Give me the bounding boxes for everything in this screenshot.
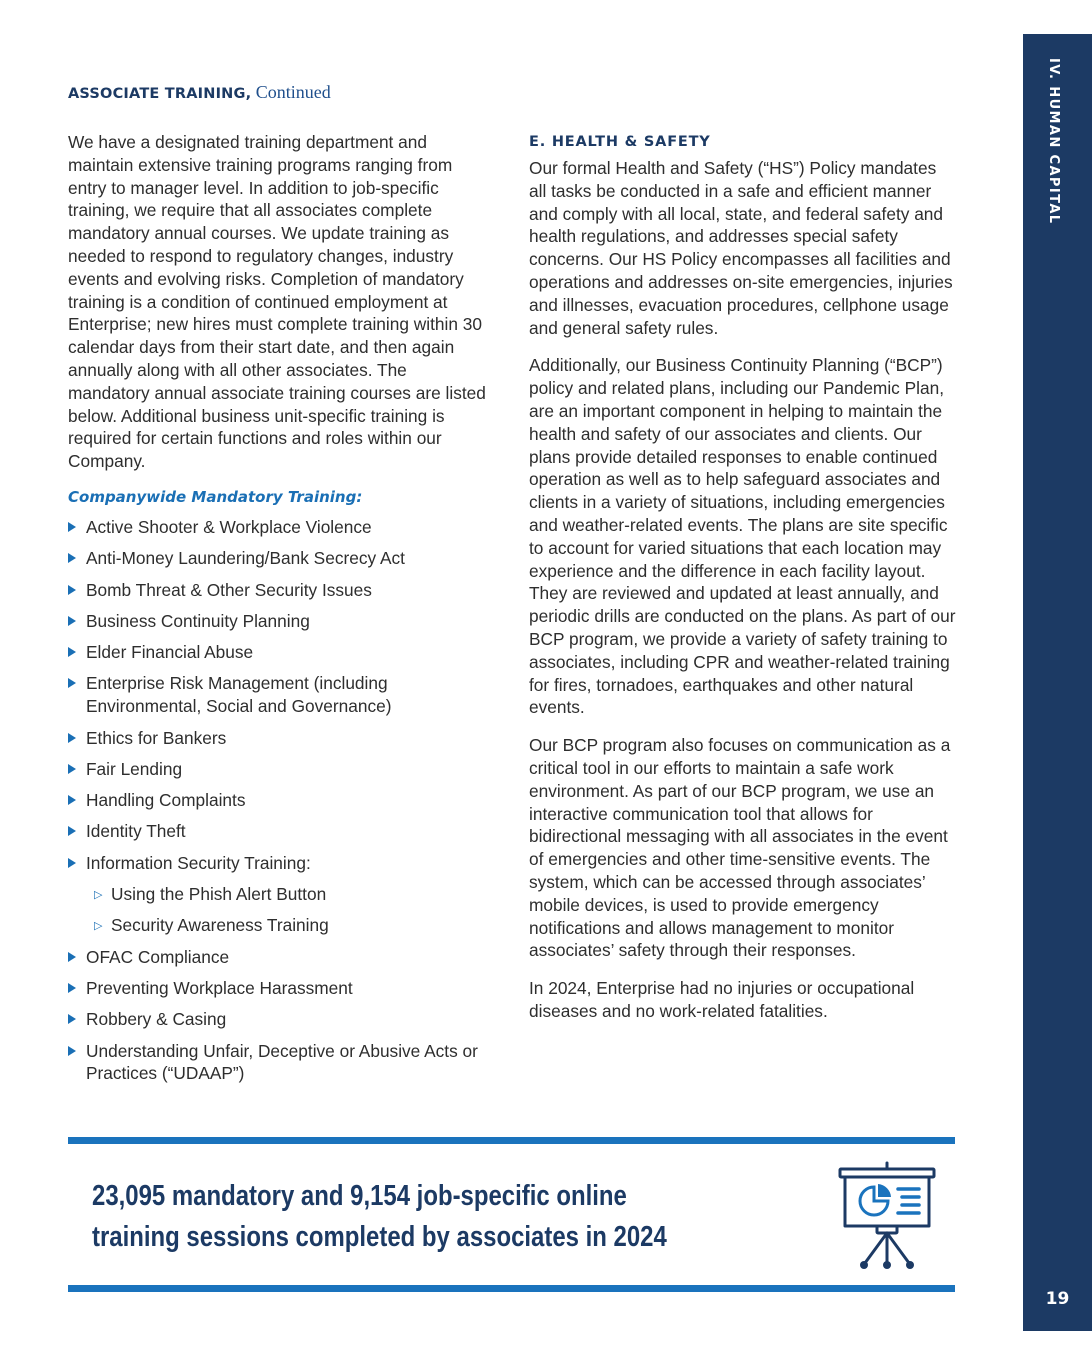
callout-line-2: training sessions completed by associates in 2024 — [92, 1221, 667, 1253]
list-item: Elder Financial Abuse — [68, 641, 488, 664]
bullet-arrow-icon — [68, 585, 76, 595]
list-item: Handling Complaints — [68, 789, 488, 812]
page-heading — [68, 82, 331, 103]
page-heading-main: ASSOCIATE TRAINING, — [68, 86, 252, 102]
bullet-arrow-icon — [68, 1046, 76, 1056]
list-item: Fair Lending — [68, 758, 488, 781]
bcp-paragraph: Additionally, our Business Continuity Planning (“BCP”) policy and related plans, including our Pandemic Plan, are an important component in helping to maintain the health and safety of our associates and clients. Our plans provide detailed responses to enable continued operation as well as to help safeguard associates and clients in a variety of situations, including emergencies and weather-related events. The plans are site specific to account for varied situations that each location may experience and the difference in each facility layout. They are reviewed and updated at least annually, and periodic drills are conducted on the plans. As part of our BCP program, we provide a variety of safety training to associates, including CPR and weather-related training for fires, tornadoes, earthquakes and other natural events. — [529, 355, 956, 718]
section-sidebar — [1023, 34, 1092, 1331]
training-stat-callout — [92, 1176, 764, 1258]
page-number: 19 — [1045, 1289, 1070, 1309]
mandatory-training-list — [68, 516, 488, 1085]
bullet-arrow-icon — [68, 952, 76, 962]
list-item: Preventing Workplace Harassment — [68, 977, 488, 1000]
bullet-arrow-icon — [68, 733, 76, 743]
bullet-arrow-icon — [68, 522, 76, 532]
bullet-arrow-icon — [68, 647, 76, 657]
list-item: Understanding Unfair, Deceptive or Abusive Acts or Practices (“UDAAP”) — [68, 1040, 488, 1086]
mandatory-training-subhead: Companywide Mandatory Training: — [68, 487, 363, 506]
hs-policy-paragraph: Our formal Health and Safety (“HS”) Policy mandates all tasks be conducted in a safe and efficient manner and comply with all local, state, and federal safety and health regulations, and addresses special safety concerns. Our HS Policy encompasses all facilities and operations and addresses on-site emergencies, injuries and illnesses, evacuation procedures, cellphone usage and general safety rules. — [529, 158, 953, 338]
list-sub-item: ▷ Security Awareness Training — [94, 915, 329, 936]
list-sub-item: ▷ Using the Phish Alert Button — [94, 884, 327, 905]
list-item: Robbery & Casing — [68, 1008, 488, 1031]
sub-bullet-arrow-icon: ▷ — [94, 920, 103, 933]
list-item: Ethics for Bankers — [68, 727, 488, 750]
injury-statement-paragraph: In 2024, Enterprise had no injuries or occupational diseases and no work-related fatalities. — [529, 978, 915, 1021]
presentation-chart-icon — [832, 1160, 942, 1272]
section-tab-label: IV. HUMAN CAPITAL — [1046, 58, 1061, 225]
bullet-arrow-icon — [68, 764, 76, 774]
bullet-arrow-icon — [68, 616, 76, 626]
right-column — [529, 131, 957, 1038]
list-item: Business Continuity Planning — [68, 610, 488, 633]
bullet-arrow-icon — [68, 826, 76, 836]
training-intro-paragraph: We have a designated training department and maintain extensive training programs ranging from entry to manager level. In addition to job-specific training, we require that all associates complete mandatory annual courses. We update training as needed to respond to regulatory changes, industry events and evolving risks. Completion of mandatory training is a condition of continued employment at Enterprise; new hires must complete training within 30 calendar days from their start date, and then again annually along with all other associates. The mandatory annual associate training courses are listed below. Additional business unit-specific training is required for certain functions and roles within our Company. — [68, 132, 486, 472]
list-item: Information Security Training: — [68, 852, 488, 875]
left-column — [68, 131, 488, 1094]
bullet-arrow-icon — [68, 858, 76, 868]
communication-paragraph: Our BCP program also focuses on communication as a critical tool in our efforts to maintain a safe work environment. As part of our BCP program, we use an interactive communication tool that allows for bidirectional messaging with all associates in the event of emergencies and other time-sensitive events. The system, which can be accessed through associates’ mobile devices, is used to provide emergency notifications and allows management to monitor associates’ safety through their responses. — [529, 735, 951, 961]
page-heading-continued: Continued — [255, 82, 331, 102]
bullet-arrow-icon — [68, 678, 76, 688]
list-item: Anti-Money Laundering/Bank Secrecy Act — [68, 547, 488, 570]
list-item: Enterprise Risk Management (including Environmental, Social and Governance) — [68, 672, 488, 718]
health-safety-title: E. HEALTH & SAFETY — [529, 134, 711, 150]
bullet-arrow-icon — [68, 553, 76, 563]
list-item: OFAC Compliance — [68, 946, 488, 969]
callout-line-1: 23,095 mandatory and 9,154 job-specific online — [92, 1180, 627, 1212]
bullet-arrow-icon — [68, 1014, 76, 1024]
callout-bottom-rule — [68, 1285, 955, 1292]
bullet-arrow-icon — [68, 795, 76, 805]
list-item: Identity Theft — [68, 820, 488, 843]
list-item: Active Shooter & Workplace Violence — [68, 516, 488, 539]
bullet-arrow-icon — [68, 983, 76, 993]
callout-top-rule — [68, 1137, 955, 1144]
sub-bullet-arrow-icon: ▷ — [94, 889, 103, 902]
list-item: Bomb Threat & Other Security Issues — [68, 579, 488, 602]
